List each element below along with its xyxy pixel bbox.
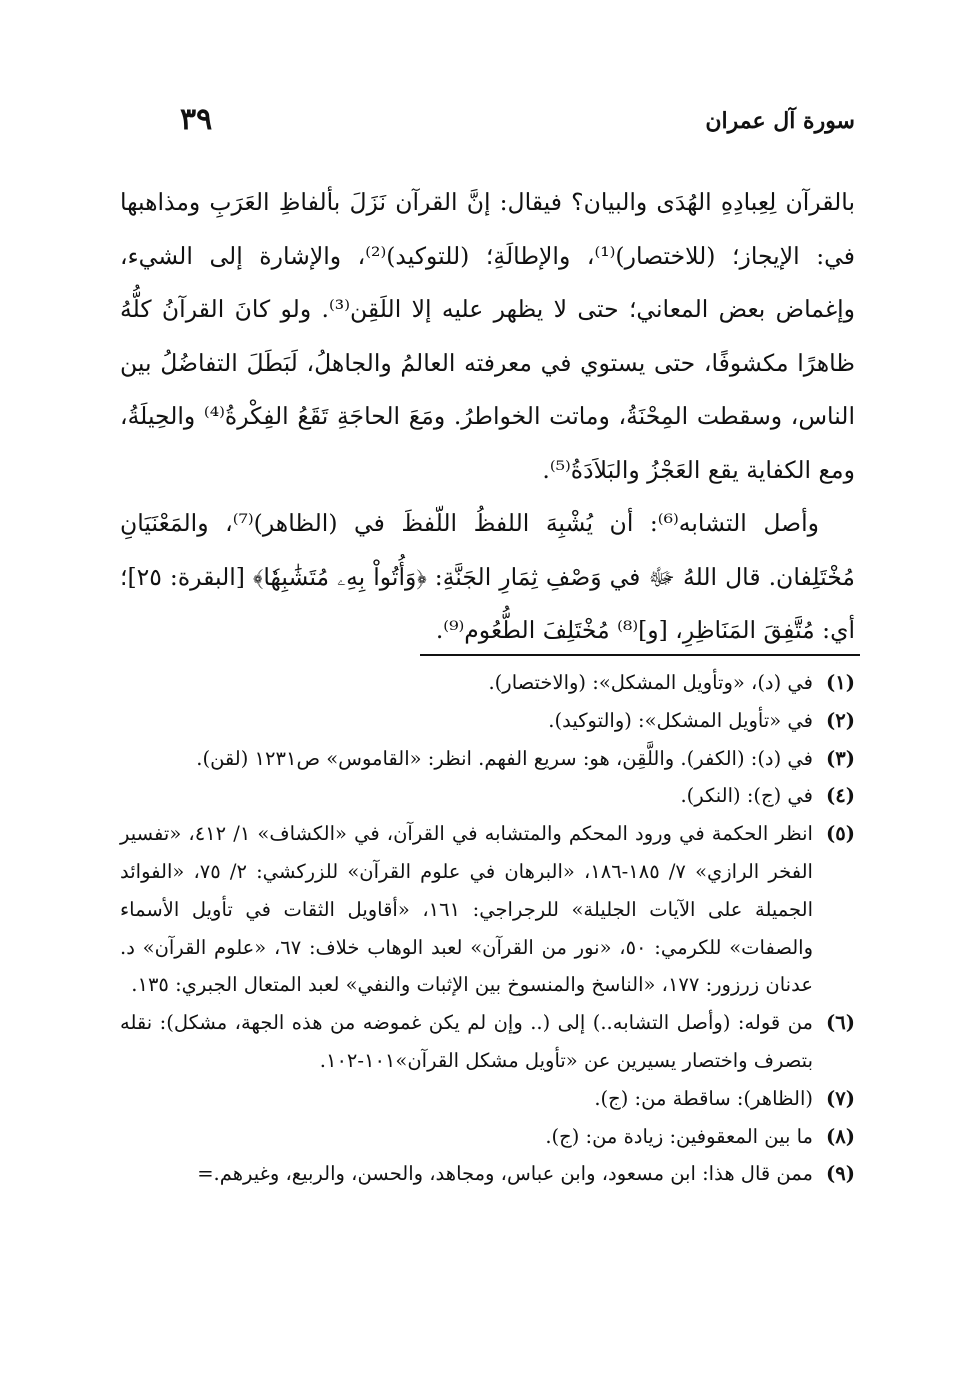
running-title: سورة آل عمران	[705, 108, 855, 134]
footnote-text: ممن قال هذا: ابن مسعود، وابن عباس، ومجاهد، والحسن، والربيع، وغيرهم.=	[197, 1162, 813, 1186]
footnote-text: في «تأويل المشكل»: (والتوكيد).	[548, 708, 813, 732]
footnote-number: (٧)	[826, 1086, 855, 1110]
footnote-divider	[420, 654, 860, 656]
footnote-text: في (د)، «وتأويل المشكل»: (والاختصار).	[488, 671, 813, 694]
footnote-number: (٦)	[826, 1011, 855, 1035]
paragraph: وأصل التشابه⁽⁶⁾: أن يُشْبِهَ اللفظُ اللّفظَ في (الظاهر)⁽⁷⁾، والمَعْنَيَانِ مُخْتَلِفان. قال اللهُ ﷻ في وَصْفِ ثِمَارِ الجَنَّةِ: ﴿وَأُتُواْ بِهِۦ مُتَشَٰبِهٗا﴾ [البقرة: ٢٥]؛ أي: مُتَّفِقَ المَنَاظِرِ، [و]⁽⁸⁾ مُخْتَلِفَ الطُّعُوم⁽⁹⁾.	[120, 509, 855, 644]
footnote-number: (٨)	[826, 1124, 855, 1148]
footnote-number: (٥)	[826, 822, 855, 846]
footnote	[120, 1155, 855, 1193]
footnote	[120, 1004, 855, 1080]
footnote	[120, 702, 855, 740]
page-number: ٣٩	[180, 102, 213, 137]
footnote-text: في (د): (الكفر). واللَّقِن، هو: سريع الفهم. انظر: «القاموس» ص١٢٣١ (لقن).	[196, 746, 813, 770]
footnote-text: في (ج): (النكر).	[680, 784, 813, 808]
footnote-number: (٢)	[826, 708, 855, 732]
footnote	[120, 1118, 855, 1156]
footnote-text: ما بين المعقوفين: زيادة من: (ج).	[545, 1124, 813, 1148]
footnote-number: (٩)	[826, 1162, 855, 1186]
footnote	[120, 664, 855, 702]
footnote-number: (٤)	[826, 784, 855, 808]
main-text	[120, 176, 855, 658]
footnote-number: (١)	[826, 671, 855, 694]
footnote-text: من قوله: (وأصل التشابه..) إلى (.. وإن لم يكن غموضه من هذه الجهة، مشكل): نقله بتصرف واختصار يسيرين عن «تأويل مشكل القرآن»١٠١-١٠٢.	[120, 1011, 813, 1072]
footnote	[120, 815, 855, 1004]
paragraph: بالقرآن لِعِبادِهِ الهُدَى والبيان؟ فيقال: إنَّ القرآن نَزَلَ بألفاظِ العَرَبِ ومذاهبها في: الإيجاز؛ (للاختصار)⁽¹⁾، والإطالَةِ؛ (للتوكيد)⁽²⁾، والإشارة إلى الشيء، وإغماض بعض المعاني؛ حتى لا يظهر عليه إلا اللَقِن⁽³⁾. ولو كانَ القرآنُ كلُّهُ ظاهرًا مكشوفًا، حتى يستوي في معرفته العالمُ والجاهلُ، لَبَطَلَ التفاضُلُ بين الناس، وسقطت المِحْنَةُ، وماتت الخواطرُ. ومَعَ الحاجَةِ تَقَعُ الفِكْرةُ⁽⁴⁾ والحِيلَةُ، ومع الكفاية يقع العَجْزُ والبَلاَدَةُ⁽⁵⁾.	[120, 188, 855, 484]
footnote-number: (٣)	[826, 746, 855, 770]
footnote-text: انظر الحكمة في ورود المحكم والمتشابه في القرآن، في «الكشاف» ١/ ٤١٢، «تفسير الفخر الرازي» ٧/ ١٨٥-١٨٦، «البرهان في علوم القرآن» للزركشي: ٢/ ٧٥، «الفوائد الجميلة على الآيات الجليلة» للرجراجي: ١٦١، «أقاويل الثقات في تأويل الأسماء والصفات» للكرمي: ٥٠، «نور من القرآن» لعبد الوهاب خلاف: ٦٧، «علوم القرآن» د. عدنان زرزور: ١٧٧، «الناسخ والمنسوخ بين الإثبات والنفي» لعبد المتعال الجبري: ١٣٥.	[120, 822, 813, 997]
footnote	[120, 777, 855, 815]
footnote-text: (الظاهر): ساقطة من: (ج).	[594, 1086, 813, 1110]
footnotes	[120, 664, 855, 1193]
page-header	[120, 96, 855, 146]
footnote	[120, 1080, 855, 1118]
footnote	[120, 740, 855, 778]
